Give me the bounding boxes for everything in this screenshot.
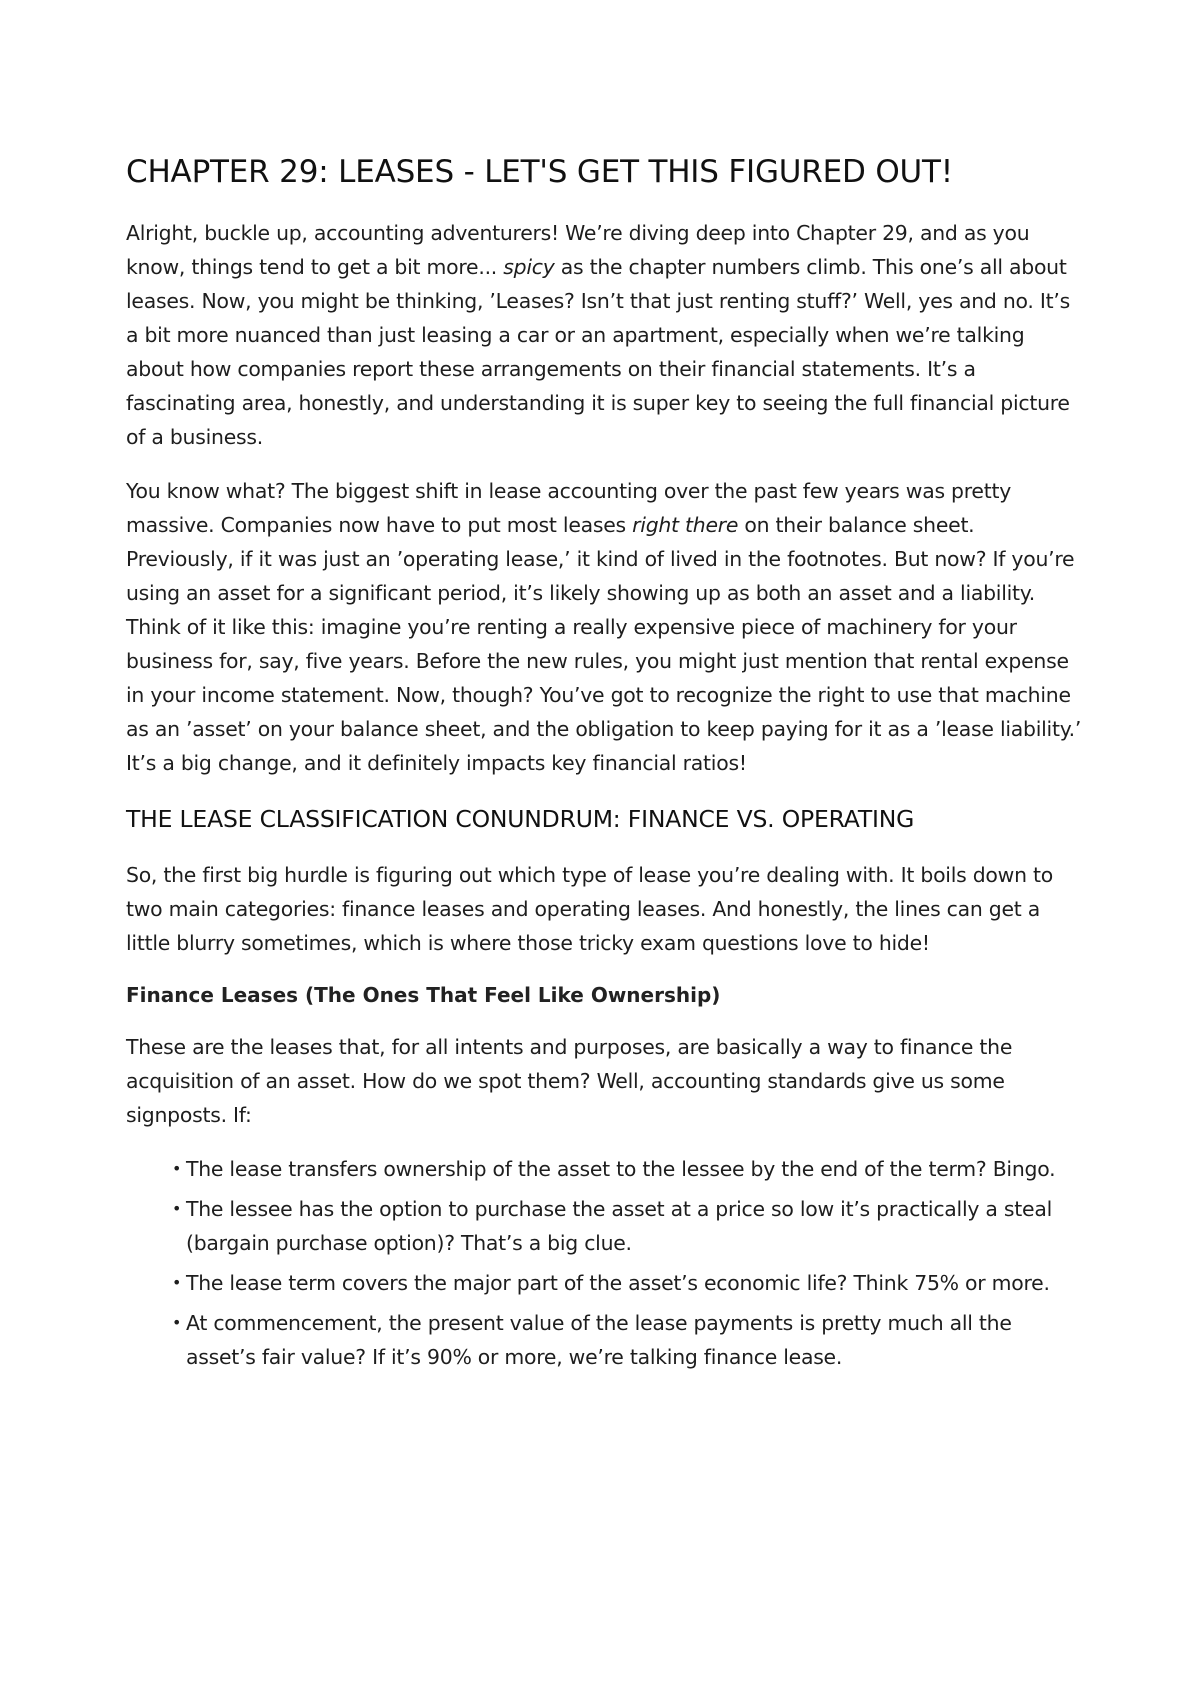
intro-text-2: as the chapter numbers climb. This one’s all about leases. Now, you might be thinking, ’Leases? Isn’t that just renting stuff?’ Well, yes and no. It’s a bit more nuanced than just leasing a car or an apartment, especially when we’re talking about how companies report these arrangements on their financial statements. It’s a fascinating area, honestly, and understanding it is super key to seeing the full financial picture of a business. bbox=[126, 255, 1070, 449]
list-item-text: The lessee has the option to purchase the asset at a price so low it’s practically a steal (bargain purchase option)? That’s a big clue. bbox=[186, 1197, 1052, 1255]
document-page bbox=[126, 150, 1086, 1380]
shift-emphasis: right there bbox=[632, 513, 739, 537]
shift-text-1: You know what? The biggest shift in lease accounting over the past few years was pretty massive. Companies now have to put most leases bbox=[126, 479, 1012, 537]
bullet-icon: • bbox=[172, 1199, 182, 1218]
finance-leases-heading: Finance Leases (The Ones That Feel Like Ownership) bbox=[126, 983, 721, 1007]
bullet-icon: • bbox=[172, 1313, 182, 1332]
intro-paragraph bbox=[126, 216, 1086, 454]
list-item-text: The lease term covers the major part of the asset’s economic life? Think 75% or more. bbox=[186, 1271, 1050, 1295]
list-item-text: At commencement, the present value of the lease payments is pretty much all the asset’s fair value? If it’s 90% or more, we’re talking finance lease. bbox=[186, 1311, 1012, 1369]
bullet-icon: • bbox=[172, 1273, 182, 1292]
shift-paragraph bbox=[126, 474, 1086, 780]
list-item bbox=[172, 1306, 1086, 1374]
list-item bbox=[172, 1266, 1086, 1300]
finance-lease-criteria-list bbox=[126, 1152, 1086, 1374]
classification-heading: THE LEASE CLASSIFICATION CONUNDRUM: FINANCE VS. OPERATING bbox=[126, 805, 915, 833]
list-item-text: The lease transfers ownership of the asset to the lessee by the end of the term? Bingo. bbox=[186, 1157, 1056, 1181]
list-item bbox=[172, 1192, 1086, 1260]
classification-paragraph: So, the first big hurdle is figuring out which type of lease you’re dealing with. It boils down to two main categories: finance leases and operating leases. And honestly, the lines can get a little blurry sometimes, which is where those tricky exam questions love to hide! bbox=[126, 863, 1053, 955]
finance-leases-paragraph: These are the leases that, for all intents and purposes, are basically a way to finance the acquisition of an asset. How do we spot them? Well, accounting standards give us some signposts. If: bbox=[126, 1035, 1013, 1127]
chapter-title: CHAPTER 29: LEASES - LET'S GET THIS FIGURED OUT! bbox=[126, 154, 953, 190]
shift-text-2: on their balance sheet. Previously, if it was just an ’operating lease,’ it kind of lived in the footnotes. But now? If you’re using an asset for a significant period, it’s likely showing up as both an asset and a liability. Think of it like this: imagine you’re renting a really expensive piece of machinery for your business for, say, five years. Before the new rules, you might just mention that rental expense in your income statement. Now, though? You’ve got to recognize the right to use that machine as an ’asset’ on your balance sheet, and the obligation to keep paying for it as a ’lease liability.’ It’s a big change, and it definitely impacts key financial ratios! bbox=[126, 513, 1082, 775]
list-item bbox=[172, 1152, 1086, 1186]
bullet-icon: • bbox=[172, 1159, 182, 1178]
intro-text-1: Alright, buckle up, accounting adventurers! We’re diving deep into Chapter 29, and as you know, things tend to get a bit more... bbox=[126, 221, 1030, 279]
intro-emphasis: spicy bbox=[503, 255, 555, 279]
